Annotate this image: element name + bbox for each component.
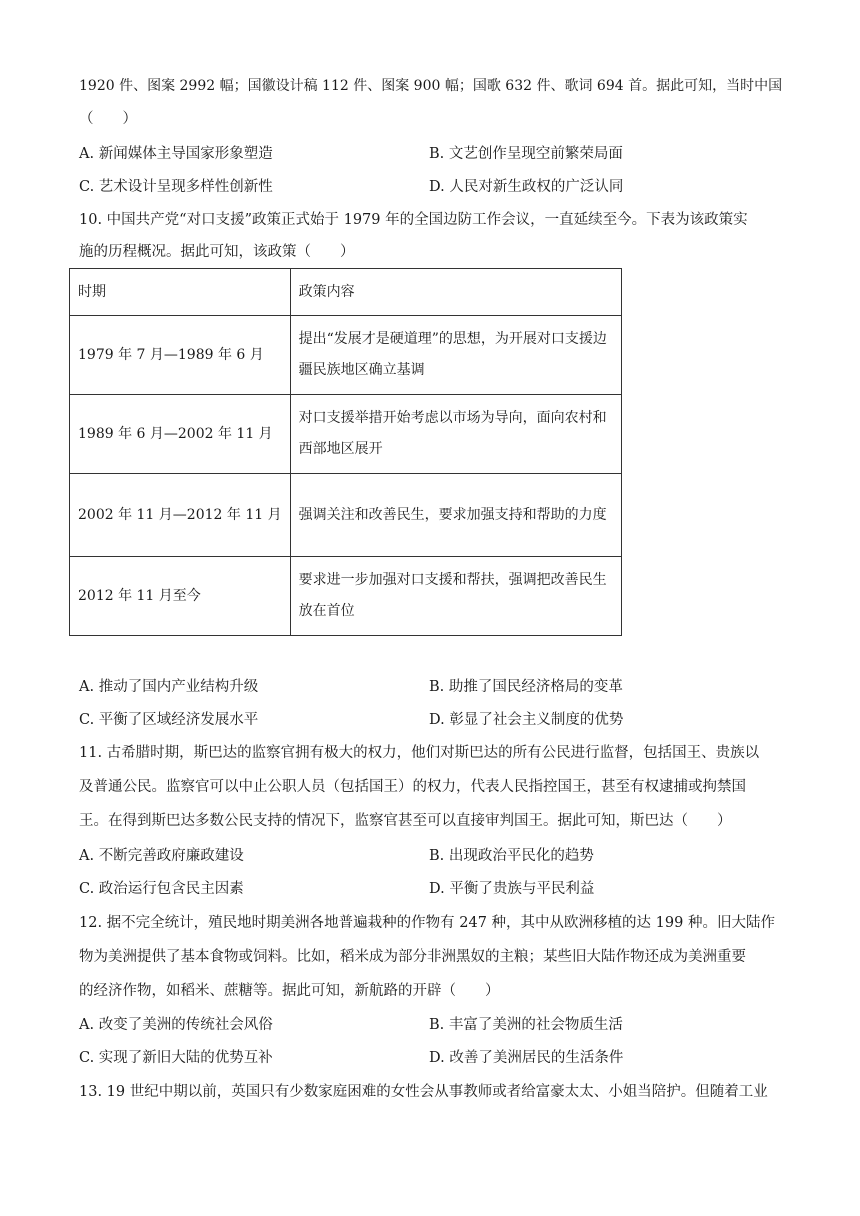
q12-option-c: C. 实现了新旧大陆的优势互补 [79,1050,273,1066]
q9-stem-line1: 1920 件、图案 2992 幅；国徽设计稿 112 件、图案 900 幅；国歌 632 件、歌词 694 首。据此可知，当时中国 [79,78,783,94]
q11-option-d: D. 平衡了贵族与平民利益 [429,881,595,897]
table-cell-content: 提出“发展才是硬道理”的思想，为开展对口支援边疆民族地区确立基调 [290,316,621,395]
q10-stem-line2: 施的历程概况。据此可知，该政策（ ） [79,244,355,260]
table-cell-content: 要求进一步加强对口支援和帮扶，强调把改善民生放在首位 [290,557,621,636]
q12-option-a: A. 改变了美洲的传统社会风俗 [79,1017,273,1033]
q12-stem-line2: 物为美洲提供了基本食物或饲料。比如，稻米成为部分非洲黑奴的主粮；某些旧大陆作物还成为美洲重要 [79,949,746,965]
table-cell-period: 2012 年 11 月至今 [70,557,291,636]
q9-option-d: D. 人民对新生政权的广泛认同 [429,179,624,195]
q12-stem-line3: 的经济作物，如稻米、蔗糖等。据此可知，新航路的开辟（ ） [79,983,500,999]
q11-option-a: A. 不断完善政府廉政建设 [79,848,244,864]
table-row [70,316,622,395]
q10-option-a: A. 推动了国内产业结构升级 [79,679,259,695]
q13-stem-line1: 13. 19 世纪中期以前，英国只有少数家庭困难的女性会从事教师或者给富豪太太、小姐当陪护。但随着工业 [79,1084,768,1100]
table-header-period: 时期 [70,269,291,316]
q12-option-d: D. 改善了美洲居民的生活条件 [429,1050,624,1066]
q12-option-b: B. 丰富了美洲的社会物质生活 [429,1017,623,1033]
q10-option-b: B. 助推了国民经济格局的变革 [429,679,623,695]
q11-option-c: C. 政治运行包含民主因素 [79,881,244,897]
q10-option-d: D. 彰显了社会主义制度的优势 [429,712,624,728]
table-row [70,474,622,557]
q11-stem-line2: 及普通公民。监察官可以中止公职人员（包括国王）的权力，代表人民指控国王，甚至有权逮捕或拘禁国 [79,779,746,795]
table-cell-period: 1979 年 7 月—1989 年 6 月 [70,316,291,395]
table-header-row [70,269,622,316]
q11-stem-line3: 王。在得到斯巴达多数公民支持的情况下，监察官甚至可以直接审判国王。据此可知，斯巴达（ ） [79,813,732,829]
table-cell-content: 强调关注和改善民生，要求加强支持和帮助的力度 [290,474,621,557]
table-row [70,395,622,474]
q9-option-a: A. 新闻媒体主导国家形象塑造 [79,146,273,162]
q12-stem-line1: 12. 据不完全统计，殖民地时期美洲各地普遍栽种的作物有 247 种，其中从欧洲移植的达 199 种。旧大陆作 [79,915,775,931]
q10-option-c: C. 平衡了区域经济发展水平 [79,712,259,728]
q11-stem-line1: 11. 古希腊时期，斯巴达的监察官拥有极大的权力，他们对斯巴达的所有公民进行监督，包括国王、贵族以 [79,745,760,761]
table-cell-content: 对口支援举措开始考虑以市场为导向，面向农村和西部地区展开 [290,395,621,474]
table-cell-period: 2002 年 11 月—2012 年 11 月 [70,474,291,557]
table-cell-period: 1989 年 6 月—2002 年 11 月 [70,395,291,474]
table-row [70,557,622,636]
table-header-content: 政策内容 [290,269,621,316]
q9-stem-line2: （ ） [79,111,137,127]
q11-option-b: B. 出现政治平民化的趋势 [429,848,594,864]
q10-stem-line1: 10. 中国共产党“对口支援”政策正式始于 1979 年的全国边防工作会议，一直延续至今。下表为该政策实 [79,212,748,228]
q9-option-b: B. 文艺创作呈现空前繁荣局面 [429,146,623,162]
policy-table [69,268,622,636]
q9-option-c: C. 艺术设计呈现多样性创新性 [79,179,273,195]
